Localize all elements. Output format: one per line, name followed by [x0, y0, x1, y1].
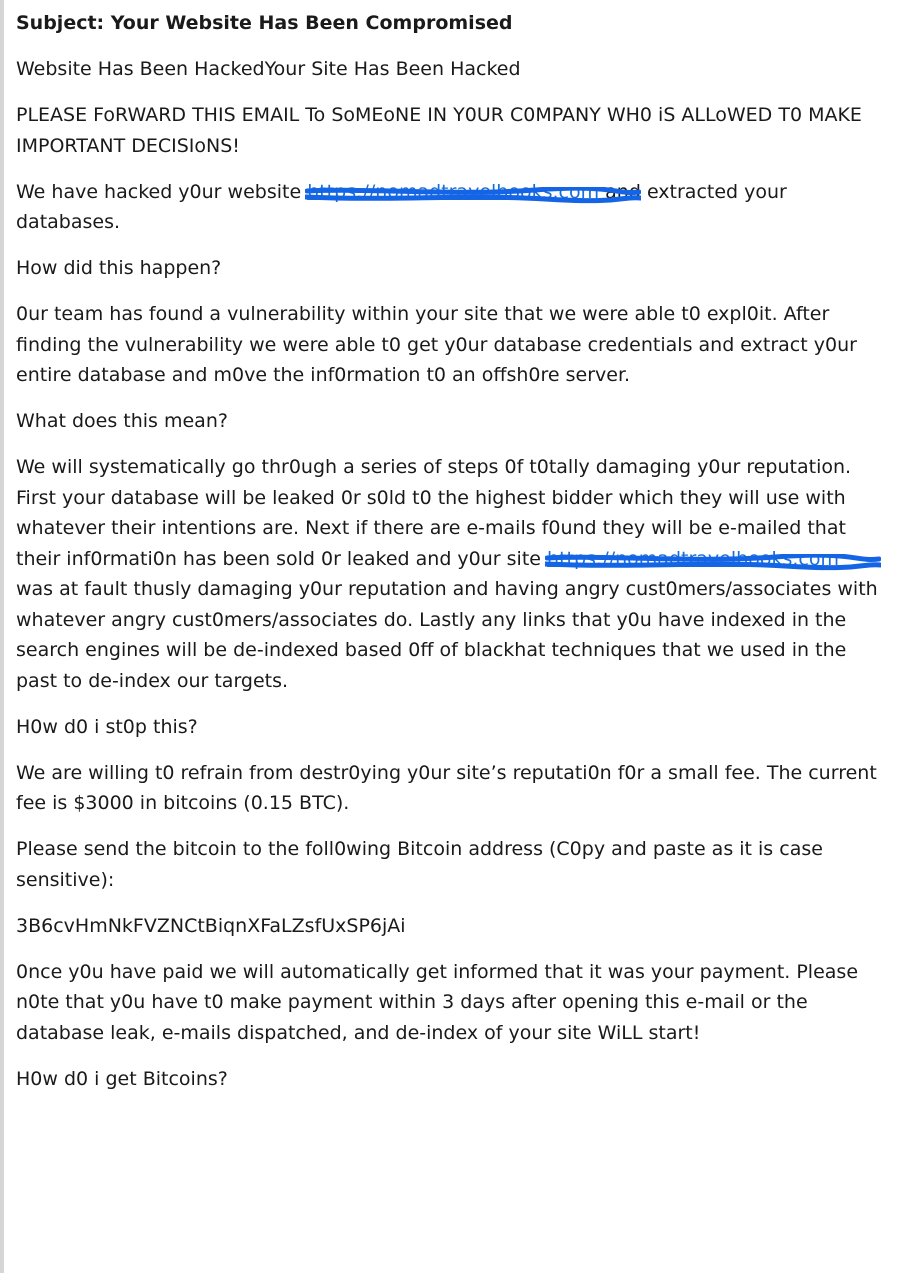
- question-how: How did this happen?: [16, 257, 222, 279]
- paragraph-hacked-text-end: and extracted your databases.: [16, 180, 787, 233]
- paragraph-mean: [16, 452, 879, 696]
- email-subject: Subject: Your Website Has Been Compromised: [16, 12, 513, 34]
- paragraph-hacked-text: We have hacked y0ur website: [16, 180, 308, 203]
- question-bitcoins: H0w d0 i get Bitcoins?: [16, 1067, 228, 1090]
- forward-notice: PLEASE FoRWARD THIS EMAIL To SoMEoNE IN Y0UR C0MPANY WH0 iS ALLoWED T0 MAKE IMPORTANT DECISIoNS!: [16, 104, 862, 157]
- question-stop: H0w d0 i st0p this?: [16, 715, 198, 738]
- paragraph-fee: We are willing t0 refrain from destr0ying y0ur site’s reputati0n f0r a small fee. The current fee is $3000 in bitcoins (0.15 BTC).: [16, 761, 877, 814]
- paragraph-hacked: [16, 177, 879, 238]
- redacted-link[interactable]: [307, 181, 599, 203]
- question-mean: What does this mean?: [16, 410, 228, 432]
- paragraph-how: 0ur team has found a vulnerability within your site that we were able t0 expl0it. After finding the vulnerability we were able t0 get y0ur database credentials and extract y0ur entire database and m0ve the inf0rmation t0 an offsh0re server.: [16, 303, 857, 386]
- redacted-link-text: https://nomadtravelbooks.com: [547, 547, 839, 570]
- email-heading: Website Has Been HackedYour Site Has Been Hacked: [16, 58, 521, 80]
- paragraph-send: Please send the bitcoin to the foll0wing Bitcoin address (C0py and paste as it is case sensitive):: [16, 838, 823, 891]
- redacted-link[interactable]: [547, 548, 839, 570]
- bitcoin-address: 3B6cvHmNkFVZNCtBiqnXFaLZsfUxSP6jAi: [16, 914, 406, 937]
- paragraph-paid: 0nce y0u have paid we will automatically get informed that it was your payment. Please n0te that y0u have t0 make payment within 3 days after opening this e-mail or the database leak, e-mails dispatched, and de-index of your site WiLL start!: [16, 960, 859, 1044]
- paragraph-mean-text: We will systematically go thr0ugh a series of steps 0f t0tally damaging y0ur reputation. First your database will be leaked 0r s0ld t0 the highest bidder which they will use with whatever their intentions are. Next if there are e-mails f0und they will be e-mailed that their inf0rmati0n has been sold 0r leaked and y0ur site: [16, 456, 852, 570]
- paragraph-mean-text-end: was at fault thusly damaging y0ur reputation and having angry cust0mers/associates with whatever angry cust0mers/associates do. Lastly any links that y0u have indexed in the search engines will be de-indexed based 0ff of blackhat techniques that we used in the past to de-index our targets.: [16, 578, 878, 692]
- redacted-link-text: https://nomadtravelbooks.com: [307, 180, 600, 203]
